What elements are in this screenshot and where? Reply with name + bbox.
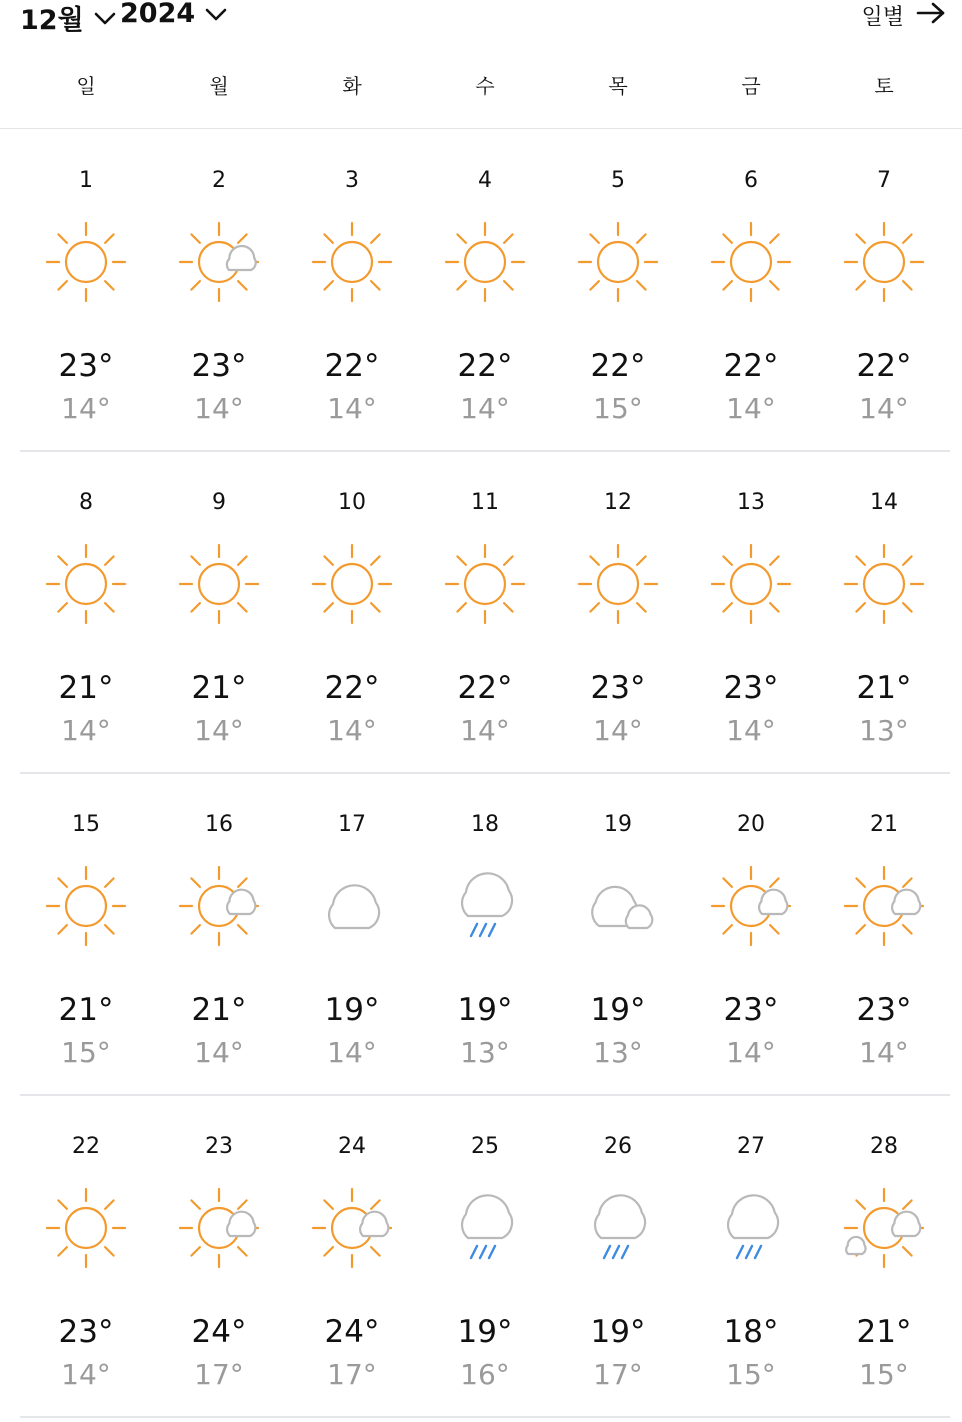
day-cell[interactable]	[286, 452, 418, 772]
high-temp: 22°	[856, 348, 912, 384]
sunny-icon	[312, 544, 392, 624]
high-temp: 22°	[324, 670, 380, 706]
sunny-icon	[445, 222, 525, 302]
low-temp: 14°	[460, 714, 510, 747]
day-date: 11	[471, 490, 499, 515]
overcast-icon	[578, 866, 658, 946]
day-cell[interactable]	[552, 452, 684, 772]
day-cell[interactable]	[419, 452, 551, 772]
day-cell[interactable]	[20, 1096, 152, 1416]
cloudy-icon	[312, 866, 392, 946]
sunny-small-cloud-icon	[179, 222, 259, 302]
day-cell[interactable]	[552, 1096, 684, 1416]
high-temp: 21°	[856, 670, 912, 706]
high-temp: 21°	[856, 1314, 912, 1350]
low-temp: 14°	[194, 714, 244, 747]
day-date: 19	[604, 812, 632, 837]
high-temp: 23°	[590, 670, 646, 706]
day-date: 15	[72, 812, 100, 837]
low-temp: 14°	[327, 392, 377, 425]
weekday-tue: 화	[342, 74, 362, 98]
day-cell[interactable]	[552, 774, 684, 1094]
day-cell[interactable]	[286, 774, 418, 1094]
high-temp: 19°	[590, 992, 646, 1028]
day-cell[interactable]	[552, 130, 684, 450]
arrow-right-icon	[916, 2, 946, 30]
day-date: 23	[205, 1134, 233, 1159]
daily-view-label: 일별	[861, 5, 904, 30]
calendar-week	[20, 774, 950, 1096]
sunny-icon	[844, 544, 924, 624]
day-date: 21	[870, 812, 898, 837]
high-temp: 23°	[58, 348, 114, 384]
day-cell[interactable]	[685, 774, 817, 1094]
day-date: 27	[737, 1134, 765, 1159]
calendar-week	[20, 1096, 950, 1418]
high-temp: 19°	[324, 992, 380, 1028]
low-temp: 14°	[460, 392, 510, 425]
day-cell[interactable]	[818, 1096, 950, 1416]
high-temp: 18°	[723, 1314, 779, 1350]
day-cell[interactable]	[20, 130, 152, 450]
sunny-icon	[578, 544, 658, 624]
weekday-mon: 월	[209, 74, 229, 98]
day-cell[interactable]	[153, 452, 285, 772]
sunny-icon	[46, 866, 126, 946]
low-temp: 14°	[327, 1036, 377, 1069]
high-temp: 21°	[191, 670, 247, 706]
day-date: 16	[205, 812, 233, 837]
low-temp: 17°	[327, 1358, 377, 1391]
day-date: 25	[471, 1134, 499, 1159]
low-temp: 14°	[859, 392, 909, 425]
partly-cloudy-icon	[844, 866, 924, 946]
day-cell[interactable]	[286, 130, 418, 450]
high-temp: 19°	[590, 1314, 646, 1350]
low-temp: 14°	[194, 1036, 244, 1069]
day-date: 22	[72, 1134, 100, 1159]
low-temp: 14°	[726, 1036, 776, 1069]
sunny-icon	[46, 222, 126, 302]
low-temp: 17°	[593, 1358, 643, 1391]
day-date: 8	[79, 490, 93, 515]
day-cell[interactable]	[286, 1096, 418, 1416]
day-cell[interactable]	[685, 1096, 817, 1416]
day-date: 17	[338, 812, 366, 837]
day-date: 5	[611, 168, 625, 193]
weekday-header	[20, 70, 950, 110]
day-date: 20	[737, 812, 765, 837]
day-date: 12	[604, 490, 632, 515]
low-temp: 13°	[460, 1036, 510, 1069]
day-cell[interactable]	[685, 452, 817, 772]
high-temp: 22°	[457, 348, 513, 384]
low-temp: 14°	[61, 392, 111, 425]
high-temp: 23°	[856, 992, 912, 1028]
high-temp: 19°	[457, 992, 513, 1028]
low-temp: 14°	[327, 714, 377, 747]
rain-icon	[445, 1188, 525, 1268]
rain-icon	[445, 866, 525, 946]
high-temp: 22°	[723, 348, 779, 384]
top-bar	[0, 0, 962, 40]
rain-icon	[711, 1188, 791, 1268]
weekday-thu: 목	[608, 74, 628, 98]
sunny-icon	[445, 544, 525, 624]
day-date: 2	[212, 168, 226, 193]
low-temp: 14°	[194, 392, 244, 425]
day-date: 1	[79, 168, 93, 193]
day-cell[interactable]	[153, 1096, 285, 1416]
day-cell[interactable]	[20, 452, 152, 772]
high-temp: 21°	[191, 992, 247, 1028]
sunny-icon	[46, 1188, 126, 1268]
sunny-icon	[312, 222, 392, 302]
weekday-sun: 일	[76, 74, 96, 98]
day-date: 6	[744, 168, 758, 193]
sunny-icon	[179, 544, 259, 624]
high-temp: 24°	[191, 1314, 247, 1350]
low-temp: 16°	[460, 1358, 510, 1391]
day-date: 9	[212, 490, 226, 515]
year-select[interactable]	[120, 0, 227, 29]
low-temp: 17°	[194, 1358, 244, 1391]
high-temp: 22°	[457, 670, 513, 706]
high-temp: 22°	[324, 348, 380, 384]
low-temp: 14°	[726, 392, 776, 425]
partly-cloudy-icon	[312, 1188, 392, 1268]
sunny-icon	[711, 544, 791, 624]
low-temp: 14°	[859, 1036, 909, 1069]
partly-cloudy-icon	[179, 866, 259, 946]
chevron-down-icon	[94, 2, 116, 33]
low-temp: 15°	[726, 1358, 776, 1391]
day-cell[interactable]	[818, 774, 950, 1094]
rain-icon	[578, 1188, 658, 1268]
month-select[interactable]	[20, 0, 116, 37]
header-divider	[0, 128, 962, 129]
sunny-icon	[711, 222, 791, 302]
low-temp: 15°	[61, 1036, 111, 1069]
calendar-week	[20, 452, 950, 774]
partly-cloudy-icon	[711, 866, 791, 946]
day-cell[interactable]	[20, 774, 152, 1094]
day-cell[interactable]	[685, 130, 817, 450]
low-temp: 14°	[726, 714, 776, 747]
day-date: 4	[478, 168, 492, 193]
high-temp: 23°	[723, 992, 779, 1028]
weekday-sat: 토	[874, 74, 894, 98]
day-date: 26	[604, 1134, 632, 1159]
high-temp: 23°	[58, 1314, 114, 1350]
day-date: 14	[870, 490, 898, 515]
day-cell[interactable]	[419, 1096, 551, 1416]
high-temp: 23°	[723, 670, 779, 706]
low-temp: 14°	[61, 1358, 111, 1391]
day-date: 13	[737, 490, 765, 515]
partly-cloudy-icon	[179, 1188, 259, 1268]
high-temp: 24°	[324, 1314, 380, 1350]
low-temp: 13°	[859, 714, 909, 747]
low-temp: 15°	[859, 1358, 909, 1391]
high-temp: 21°	[58, 670, 114, 706]
low-temp: 15°	[593, 392, 643, 425]
sunny-icon	[46, 544, 126, 624]
day-date: 7	[877, 168, 891, 193]
high-temp: 22°	[590, 348, 646, 384]
weekday-fri: 금	[741, 74, 761, 98]
partly-cloudy-two-icon	[844, 1188, 924, 1268]
calendar-week	[20, 130, 950, 452]
day-cell[interactable]	[818, 130, 950, 450]
high-temp: 21°	[58, 992, 114, 1028]
day-cell[interactable]	[153, 130, 285, 450]
low-temp: 13°	[593, 1036, 643, 1069]
day-date: 18	[471, 812, 499, 837]
year-label: 2024	[120, 0, 196, 29]
day-cell[interactable]	[153, 774, 285, 1094]
day-cell[interactable]	[419, 774, 551, 1094]
daily-view-link[interactable]	[861, 0, 946, 31]
sunny-icon	[578, 222, 658, 302]
day-date: 24	[338, 1134, 366, 1159]
day-cell[interactable]	[419, 130, 551, 450]
month-label: 12월	[20, 5, 84, 36]
chevron-down-icon	[205, 0, 227, 29]
day-date: 3	[345, 168, 359, 193]
high-temp: 19°	[457, 1314, 513, 1350]
weekday-wed: 수	[475, 74, 495, 98]
day-cell[interactable]	[818, 452, 950, 772]
low-temp: 14°	[61, 714, 111, 747]
sunny-icon	[844, 222, 924, 302]
week-divider	[20, 1416, 950, 1418]
high-temp: 23°	[191, 348, 247, 384]
low-temp: 14°	[593, 714, 643, 747]
day-date: 10	[338, 490, 366, 515]
day-date: 28	[870, 1134, 898, 1159]
